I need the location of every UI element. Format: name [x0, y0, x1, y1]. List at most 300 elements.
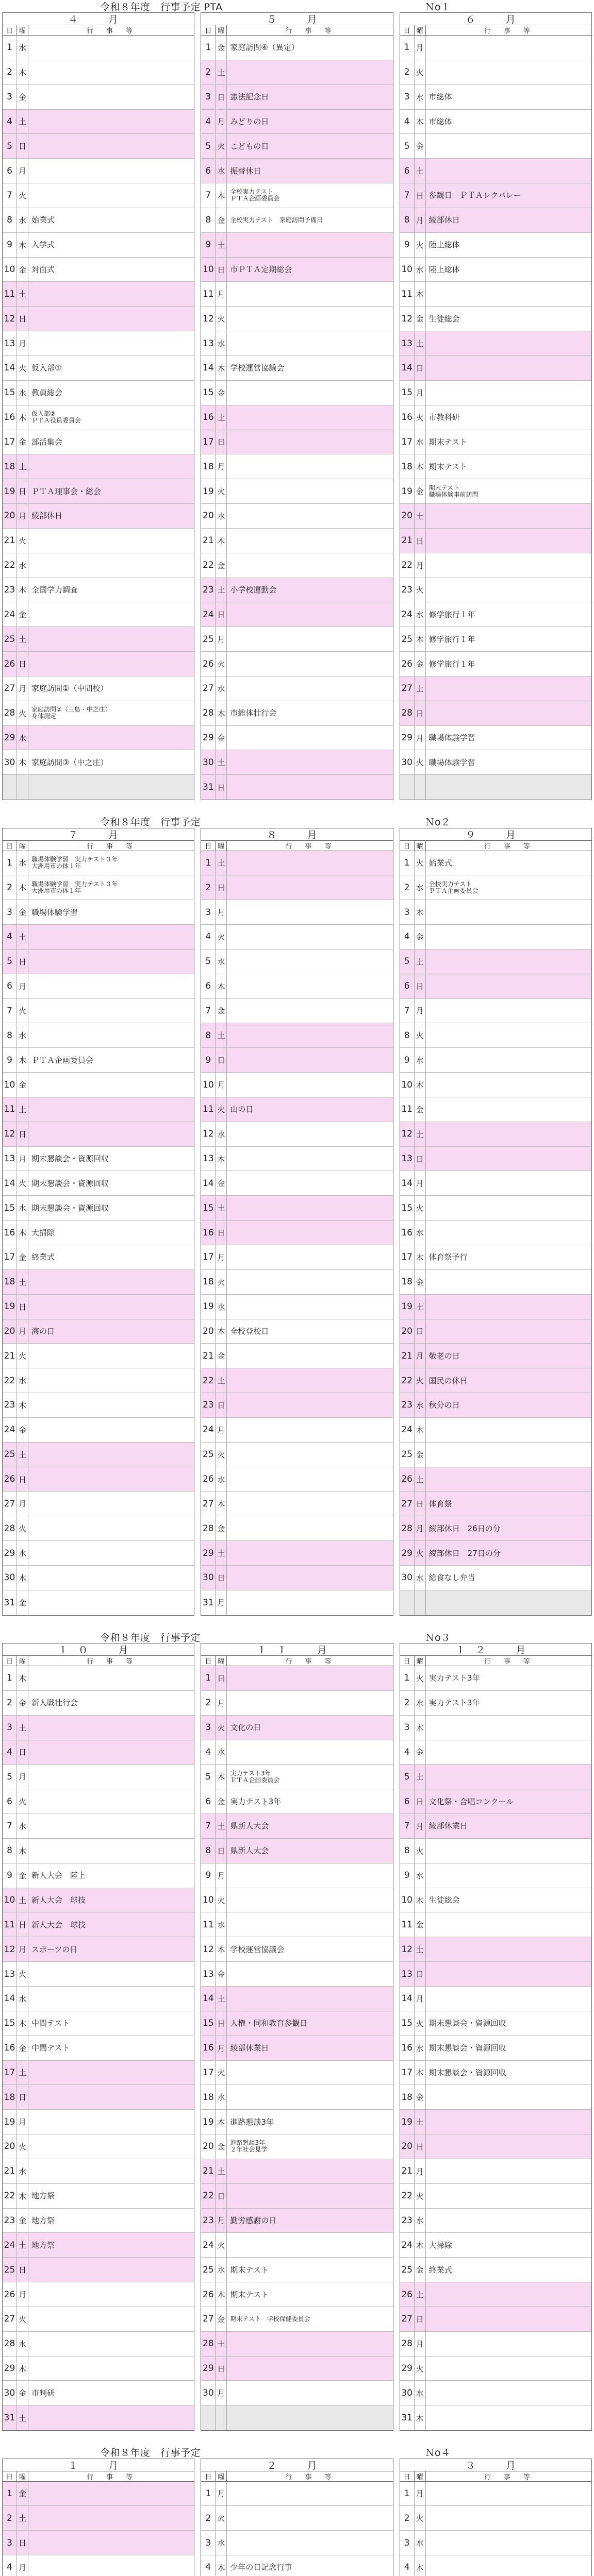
table-row [3, 627, 194, 652]
day-cell: 30 [3, 2381, 17, 2405]
table-row [3, 775, 194, 800]
weekday-cell: 日 [415, 974, 426, 998]
table-row [400, 454, 591, 479]
table-row [400, 1270, 591, 1295]
table-row [400, 2184, 591, 2209]
day-cell: 21 [3, 529, 17, 553]
table-row [201, 454, 392, 479]
table-row [3, 233, 194, 258]
event-cell [28, 1270, 194, 1294]
weekday-cell: 金 [17, 2209, 28, 2233]
column-header-row [3, 25, 194, 36]
day-cell: 30 [201, 2381, 216, 2405]
table-row [3, 602, 194, 627]
table-row [400, 2233, 591, 2258]
weekday-cell: 木 [415, 627, 426, 651]
day-cell: 2 [400, 1691, 415, 1715]
event-cell [227, 282, 392, 306]
table-row [3, 2307, 194, 2332]
day-cell: 21 [3, 1344, 17, 1368]
weekday-cell: 月 [17, 676, 28, 701]
event-cell [426, 1295, 591, 1319]
day-cell: 3 [201, 85, 216, 109]
event-cell: 新人大会 球技 [31, 1920, 86, 1929]
event-header: 行 事 等 [285, 27, 335, 35]
weekday-cell: 火 [216, 479, 227, 503]
day-cell: 11 [3, 1097, 17, 1122]
day-header: 日 [3, 841, 17, 851]
event-cell: 文化祭・合唱コンクール [428, 1797, 514, 1806]
day-cell: 29 [400, 726, 415, 750]
weekday-cell: 日 [17, 1295, 28, 1319]
table-row [400, 85, 591, 110]
month-columns [2, 12, 592, 800]
weekday-cell: 土 [216, 1541, 227, 1565]
day-cell: 12 [201, 307, 216, 331]
day-cell: 1 [201, 36, 216, 60]
day-cell: 30 [201, 750, 216, 774]
weekday-cell: 木 [17, 1048, 28, 1072]
table-row [201, 1566, 392, 1590]
weekday-cell: 水 [17, 1987, 28, 2011]
table-row [3, 1073, 194, 1097]
event-cell [28, 2134, 194, 2159]
table-row [3, 1691, 194, 1716]
weekday-cell: 木 [216, 183, 227, 208]
weekday-cell: 金 [415, 134, 426, 158]
weekday-cell: 水 [216, 1467, 227, 1492]
weekday-cell: 火 [415, 2011, 426, 2036]
table-row [201, 1147, 392, 1172]
day-cell: 16 [400, 2036, 415, 2060]
weekday-cell: 水 [17, 2159, 28, 2183]
table-row [201, 2506, 392, 2531]
table-row [201, 1319, 392, 1344]
table-row [201, 2061, 392, 2086]
weekday-cell: 木 [415, 454, 426, 479]
table-row [400, 1048, 591, 1073]
weekday-cell: 土 [415, 676, 426, 701]
event-cell [227, 1962, 392, 1986]
table-row [400, 1590, 591, 1615]
event-cell [426, 2381, 591, 2405]
event-cell [426, 925, 591, 949]
day-cell: 2 [3, 875, 17, 900]
event-cell: 期末懇談会・資源回収 [31, 1203, 109, 1213]
day-cell: 10 [201, 1073, 216, 1097]
day-cell: 4 [400, 2555, 415, 2576]
event-cell [28, 1492, 194, 1516]
table-row [201, 1740, 392, 1765]
day-cell: 10 [400, 258, 415, 282]
day-cell: 20 [400, 2134, 415, 2159]
day-cell: 3 [400, 2531, 415, 2555]
weekday-header: 曜 [415, 1656, 426, 1666]
event-cell: 生徒総会 [428, 314, 460, 324]
weekday-cell: 月 [216, 2209, 227, 2233]
table-row [400, 553, 591, 578]
event-cell [426, 159, 591, 183]
day-cell: 25 [400, 627, 415, 651]
table-row [400, 851, 591, 876]
event-cell: 期末懇談会・資源回収 [428, 2019, 506, 2028]
event-cell [426, 974, 591, 998]
weekday-cell: 木 [17, 1666, 28, 1690]
weekday-cell: 火 [17, 999, 28, 1023]
event-cell [227, 1368, 392, 1393]
day-cell: 23 [3, 1393, 17, 1417]
event-cell [426, 1147, 591, 1171]
month-table [201, 828, 393, 1616]
weekday-cell: 金 [216, 726, 227, 750]
weekday-cell: 水 [415, 1863, 426, 1888]
weekday-cell: 土 [415, 950, 426, 974]
weekday-cell: 土 [216, 60, 227, 84]
weekday-cell: 水 [17, 1541, 28, 1565]
table-row [3, 430, 194, 455]
day-cell: 22 [400, 1368, 415, 1393]
event-cell [227, 405, 392, 430]
event-cell: 地方祭 [31, 2191, 55, 2201]
weekday-cell: 土 [216, 1196, 227, 1220]
table-row [3, 1541, 194, 1566]
day-cell: 27 [201, 676, 216, 701]
weekday-cell: 火 [17, 2134, 28, 2159]
day-header: 日 [201, 1656, 216, 1666]
day-cell: 21 [201, 1344, 216, 1368]
day-cell: 13 [400, 1962, 415, 1986]
weekday-cell: 木 [415, 1888, 426, 1912]
table-row [400, 1541, 591, 1566]
event-cell [28, 1023, 194, 1047]
table-row [201, 2011, 392, 2036]
event-cell [227, 851, 392, 875]
table-row [400, 356, 591, 381]
day-cell: 19 [201, 1295, 216, 1319]
weekday-cell: 火 [17, 1962, 28, 1986]
event-cell [426, 1467, 591, 1492]
day-cell: 5 [400, 1765, 415, 1789]
weekday-cell: 火 [415, 2357, 426, 2381]
weekday-cell: 金 [216, 2134, 227, 2159]
day-cell: 24 [201, 1418, 216, 1442]
weekday-cell: 土 [17, 282, 28, 306]
day-cell: 26 [400, 1467, 415, 1492]
day-cell: 27 [3, 2307, 17, 2331]
day-cell: 23 [201, 2209, 216, 2233]
event-cell [426, 676, 591, 701]
weekday-cell: 日 [216, 1566, 227, 1590]
weekday-cell: 火 [17, 1789, 28, 1814]
weekday-cell: 水 [17, 1368, 28, 1393]
day-cell: 17 [400, 1245, 415, 1269]
table-row [3, 2134, 194, 2159]
weekday-cell: 土 [415, 2110, 426, 2134]
event-cell [28, 159, 194, 183]
table-row [201, 1270, 392, 1295]
weekday-cell: 日 [415, 1319, 426, 1344]
weekday-cell: 水 [415, 258, 426, 282]
event-cell: 期末懇談会・資源回収 [428, 2067, 506, 2077]
day-header: 日 [201, 25, 216, 35]
day-cell: 15 [3, 2011, 17, 2036]
weekday-cell: 金 [216, 1962, 227, 1986]
event-cell: 全校実力テスト ＰＴＡ企画委員会 [230, 188, 280, 202]
event-cell [28, 1566, 194, 1590]
weekday-header: 曜 [216, 841, 227, 851]
weekday-cell: 木 [17, 2011, 28, 2036]
day-cell: 31 [201, 775, 216, 800]
table-row [201, 430, 392, 455]
day-cell: 9 [201, 233, 216, 257]
weekday-cell: 火 [415, 1368, 426, 1393]
weekday-header: 曜 [415, 2471, 426, 2481]
weekday-cell: 火 [415, 1666, 426, 1690]
event-cell [426, 2506, 591, 2530]
table-row [3, 726, 194, 751]
weekday-cell: 日 [415, 1147, 426, 1171]
event-cell [28, 1344, 194, 1368]
table-row [400, 1962, 591, 1987]
table-row [400, 331, 591, 356]
event-cell [227, 627, 392, 651]
day-cell: 6 [3, 974, 17, 998]
table-row [400, 1789, 591, 1814]
event-cell: 中間テスト [31, 2019, 70, 2028]
weekday-cell: 金 [17, 1245, 28, 1269]
table-row [3, 356, 194, 381]
event-cell [28, 1541, 194, 1565]
event-cell: 期末懇談会・資源回収 [31, 1154, 109, 1164]
weekday-cell: 日 [415, 1789, 426, 1814]
event-cell: 綾部休日 26日の分 [428, 1523, 501, 1533]
weekday-cell: 日 [216, 1666, 227, 1690]
table-row [400, 1863, 591, 1888]
weekday-cell: 土 [17, 1888, 28, 1912]
weekday-cell: 金 [415, 2258, 426, 2282]
event-cell: 実力テスト3年 [230, 1797, 282, 1806]
weekday-cell: 土 [17, 627, 28, 651]
event-cell [227, 1467, 392, 1492]
page-title-bar [2, 816, 592, 828]
weekday-cell: 金 [17, 900, 28, 924]
table-row [400, 2381, 591, 2405]
table-row [201, 1443, 392, 1467]
day-cell: 2 [400, 2506, 415, 2530]
page-title-bar [2, 0, 592, 12]
day-cell: 1 [400, 851, 415, 875]
weekday-cell: 土 [216, 1023, 227, 1047]
event-cell: 市総体 [428, 92, 452, 102]
day-cell [201, 2405, 216, 2430]
event-cell: 学校運営協議会 [230, 1944, 285, 1954]
day-cell: 7 [400, 183, 415, 208]
day-cell: 4 [3, 925, 17, 949]
weekday-cell: 水 [17, 381, 28, 405]
weekday-cell: 金 [17, 1073, 28, 1097]
event-cell: 国民の休日 [428, 1376, 468, 1385]
table-row [3, 258, 194, 282]
weekday-cell: 土 [17, 1270, 28, 1294]
weekday-cell: 土 [415, 159, 426, 183]
weekday-cell: 木 [415, 282, 426, 306]
event-cell [28, 1122, 194, 1146]
event-cell [426, 529, 591, 553]
table-row [3, 1888, 194, 1913]
weekday-cell: 日 [17, 2531, 28, 2555]
day-cell: 3 [201, 900, 216, 924]
table-row [3, 1443, 194, 1467]
day-cell: 24 [3, 2233, 17, 2257]
weekday-cell: 日 [17, 2258, 28, 2282]
event-cell [28, 1073, 194, 1097]
event-cell [426, 504, 591, 528]
weekday-cell: 月 [17, 331, 28, 355]
page-number: Ｎo４ [425, 2447, 451, 2459]
event-cell [227, 2506, 392, 2530]
table-row [201, 1393, 392, 1418]
event-cell [227, 331, 392, 355]
table-row [400, 701, 591, 726]
weekday-cell: 水 [415, 85, 426, 109]
day-cell: 17 [3, 430, 17, 454]
day-cell: 24 [400, 602, 415, 626]
event-cell [28, 553, 194, 578]
day-cell: 18 [201, 1270, 216, 1294]
table-row [201, 2405, 392, 2430]
weekday-cell: 金 [17, 258, 28, 282]
table-row [400, 60, 591, 85]
day-cell: 18 [400, 454, 415, 479]
event-cell [227, 1888, 392, 1912]
day-cell: 1 [400, 1666, 415, 1690]
event-cell [227, 2159, 392, 2183]
event-cell [227, 750, 392, 774]
event-cell [227, 1666, 392, 1690]
day-cell: 22 [3, 1368, 17, 1393]
weekday-cell: 水 [216, 159, 227, 183]
event-cell [426, 578, 591, 602]
event-cell [227, 233, 392, 257]
table-row [400, 1023, 591, 1048]
day-cell: 18 [201, 454, 216, 479]
day-cell: 9 [201, 1863, 216, 1888]
event-cell: 職場体験学習 実力テスト３年 大洲用市の体１年 [31, 855, 118, 870]
table-row [201, 1888, 392, 1913]
event-cell: 実力テスト3年 [428, 1673, 480, 1683]
event-cell [28, 2061, 194, 2085]
weekday-cell: 月 [415, 36, 426, 60]
table-row [3, 1666, 194, 1691]
day-cell: 5 [3, 950, 17, 974]
table-row [400, 2134, 591, 2159]
event-cell [227, 1516, 392, 1540]
table-row [3, 1987, 194, 2011]
day-cell: 3 [3, 85, 17, 109]
event-cell [227, 676, 392, 701]
table-row [3, 2184, 194, 2209]
table-row [3, 208, 194, 233]
table-row [3, 925, 194, 950]
weekday-cell: 日 [17, 479, 28, 503]
day-cell: 20 [201, 1319, 216, 1344]
column-header-row [400, 25, 591, 36]
event-cell [227, 875, 392, 900]
column-header-row [400, 1656, 591, 1666]
weekday-cell: 木 [17, 578, 28, 602]
event-cell [426, 1962, 591, 1986]
weekday-cell: 土 [17, 2506, 28, 2530]
day-cell: 11 [201, 1912, 216, 1937]
table-row [400, 1566, 591, 1590]
event-header: 行 事 等 [285, 842, 335, 851]
table-row [400, 578, 591, 603]
day-cell: 26 [3, 1467, 17, 1492]
weekday-cell: 火 [216, 2061, 227, 2085]
day-cell: 19 [3, 1295, 17, 1319]
event-cell [227, 454, 392, 479]
day-header: 日 [400, 25, 415, 35]
day-cell: 23 [201, 578, 216, 602]
table-row [3, 652, 194, 676]
day-cell: 27 [400, 676, 415, 701]
day-cell: 31 [3, 2405, 17, 2430]
day-cell: 15 [201, 2011, 216, 2036]
day-cell: 10 [400, 1888, 415, 1912]
weekday-cell: 日 [216, 775, 227, 800]
event-cell: 部活集会 [31, 437, 63, 447]
table-row [400, 134, 591, 159]
event-cell: 全校実力テスト ＰＴＡ企画委員会 [428, 880, 478, 894]
month-table [400, 2459, 592, 2576]
table-row [201, 1516, 392, 1541]
weekday-cell: 水 [17, 36, 28, 60]
table-row [201, 999, 392, 1024]
weekday-cell: 木 [415, 900, 426, 924]
month-columns [2, 1643, 592, 2431]
weekday-cell: 木 [216, 1765, 227, 1789]
table-row [201, 233, 392, 258]
month-header: １ 月 [3, 2459, 194, 2471]
day-cell: 28 [400, 2332, 415, 2356]
event-cell: 陸上総体 [428, 265, 460, 275]
day-cell: 4 [400, 925, 415, 949]
table-row [201, 1541, 392, 1566]
table-row [201, 2282, 392, 2307]
month-header: １１ 月 [201, 1643, 392, 1656]
table-row [400, 258, 591, 282]
table-row [3, 331, 194, 356]
schedule-page [0, 0, 594, 816]
day-cell: 11 [400, 282, 415, 306]
weekday-cell: 木 [415, 1073, 426, 1097]
month-header: ８ 月 [201, 828, 392, 841]
table-row [400, 430, 591, 455]
event-cell: 入学式 [31, 240, 55, 250]
table-row [400, 2506, 591, 2531]
event-cell [426, 1270, 591, 1294]
event-cell [28, 1814, 194, 1838]
event-cell [28, 2282, 194, 2307]
page-number: Ｎo２ [425, 817, 451, 828]
day-cell: 3 [201, 1716, 216, 1740]
event-cell [227, 1863, 392, 1888]
weekday-cell [216, 2405, 227, 2430]
weekday-cell: 日 [17, 1467, 28, 1492]
table-row [201, 1716, 392, 1740]
day-cell: 15 [400, 381, 415, 405]
event-cell: 中間テスト [31, 2043, 70, 2053]
